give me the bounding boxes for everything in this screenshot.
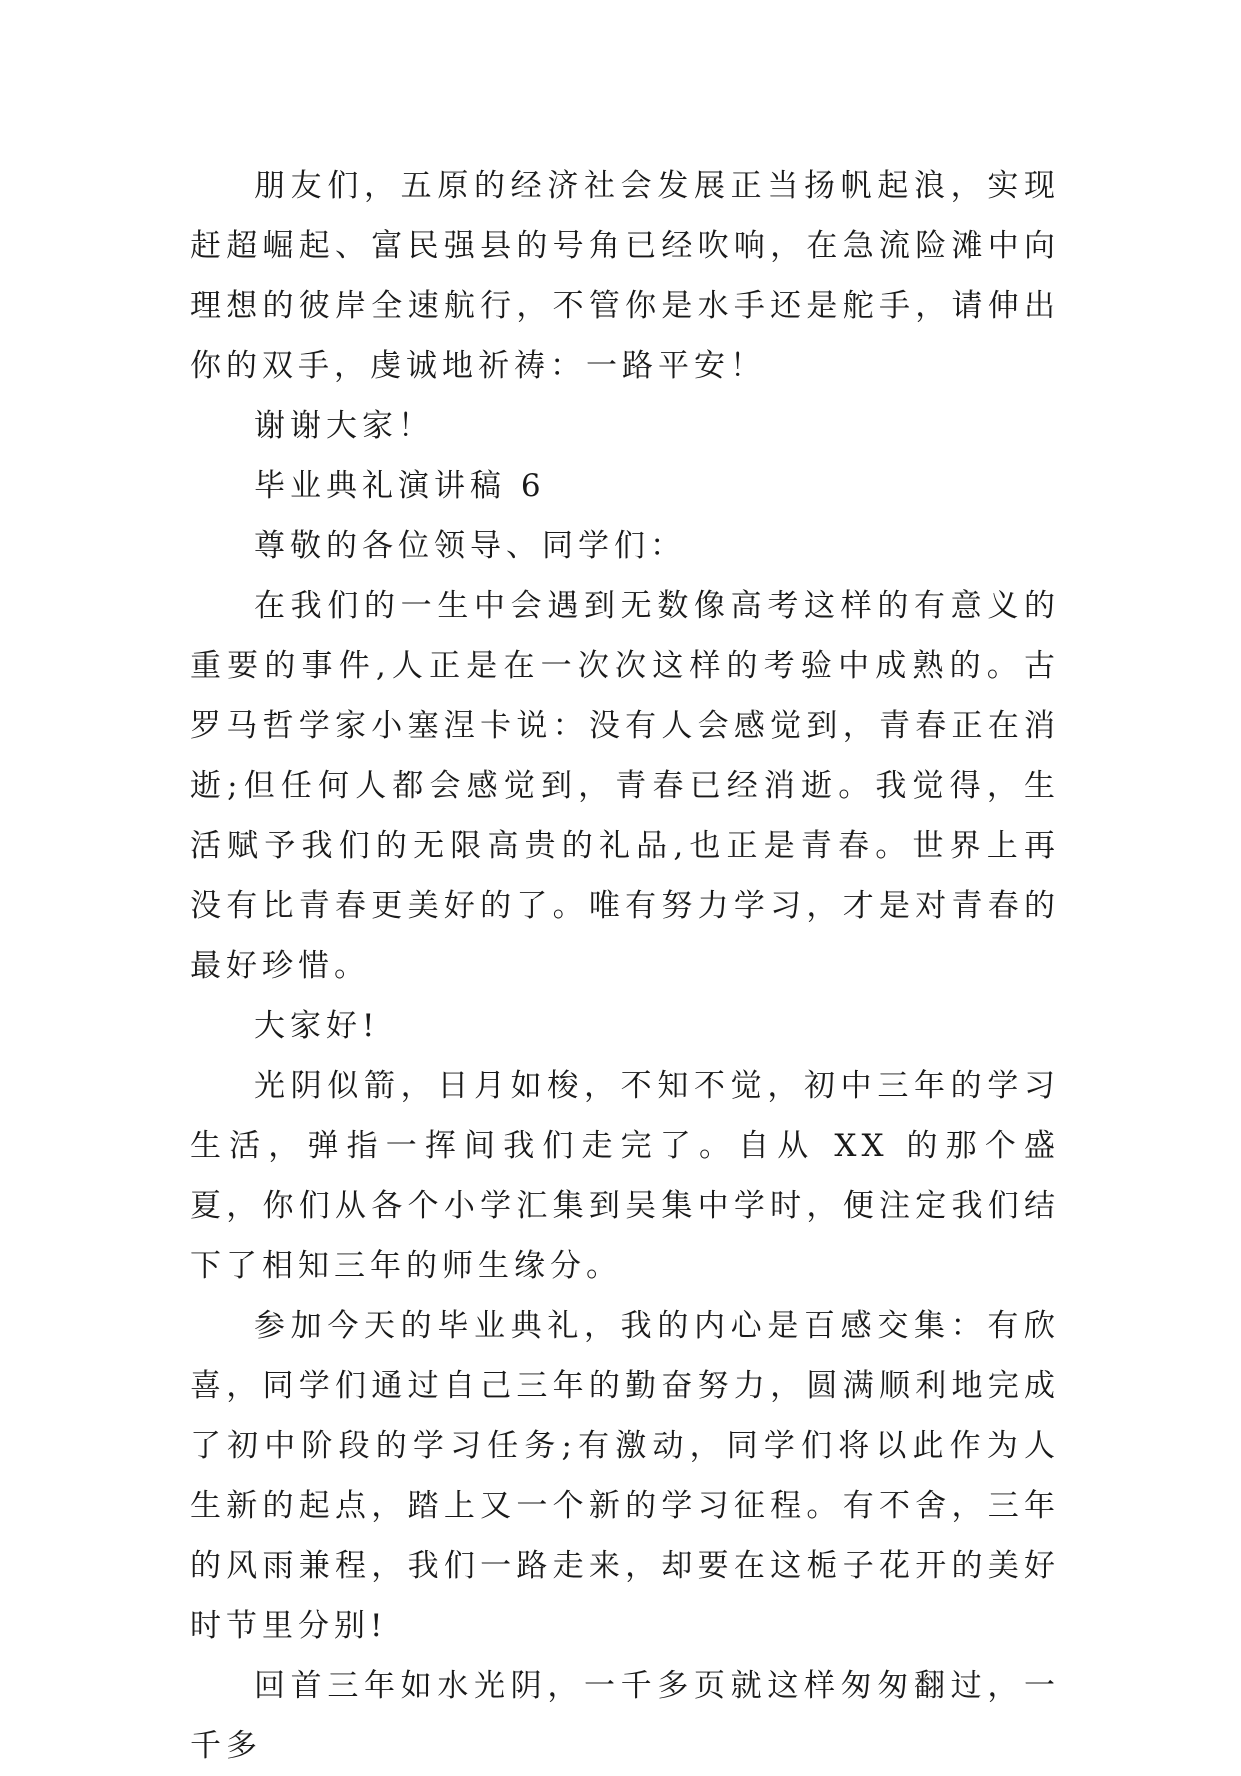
paragraph-three-years: 光阴似箭，日月如梭，不知不觉，初中三年的学习生活，弹指一挥间我们走完了。自从 XX 的那个盛夏，你们从各个小学汇集到吴集中学时，便注定我们结下了相知三年的师生缘分。: [190, 1068, 1060, 1284]
section-heading: 毕业典礼演讲稿 6: [254, 468, 546, 504]
paragraph-graduation-feelings: 参加今天的毕业典礼，我的内心是百感交集：有欣喜，同学们通过自己三年的勤奋努力，圆满顺利地完成了初中阶段的学习任务;有激动，同学们将以此作为人生新的起点，踏上又一个新的学习征程。有不舍，三年的风雨兼程，我们一路走来，却要在这栀子花开的美好时节里分别!: [190, 1308, 1060, 1644]
paragraph-thanks: 谢谢大家！: [254, 408, 434, 444]
paragraph-youth: 在我们的一生中会遇到无数像高考这样的有意义的重要的事件,人正是在一次次这样的考验中成熟的。古罗马哲学家小塞涅卡说：没有人会感觉到，青春正在消逝;但任何人都会感觉到，青春已经消逝。我觉得，生活赋予我们的无限高贵的礼品,也正是青春。世界上再没有比青春更美好的了。唯有努力学习，才是对青春的最好珍惜。: [190, 588, 1060, 984]
paragraph-greeting: 大家好!: [254, 1008, 380, 1044]
paragraph-closing-wish: 朋友们，五原的经济社会发展正当扬帆起浪，实现赶超崛起、富民强县的号角已经吹响，在急流险滩中向理想的彼岸全速航行，不管你是水手还是舵手，请伸出你的双手，虔诚地祈祷：一路平安！: [190, 168, 1060, 384]
document-body: [190, 156, 1060, 1776]
paragraph-looking-back: 回首三年如水光阴，一千多页就这样匆匆翻过，一千多: [190, 1668, 1060, 1764]
paragraph-salutation: 尊敬的各位领导、同学们：: [254, 528, 686, 564]
